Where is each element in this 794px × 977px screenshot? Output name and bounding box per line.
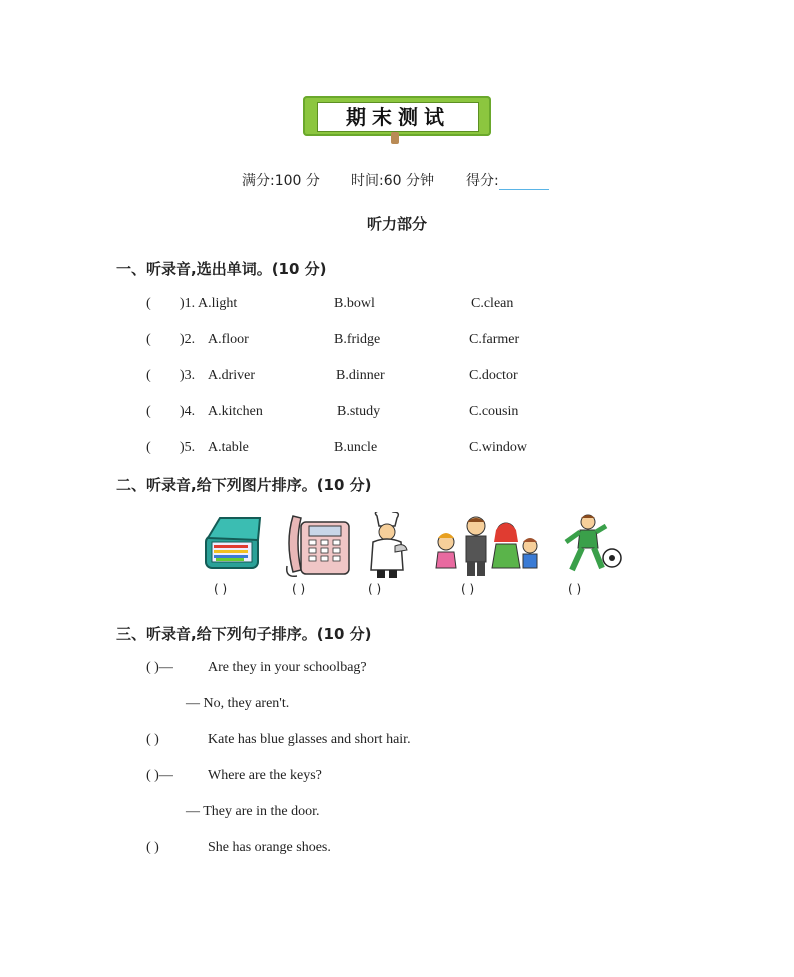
- section1-heading: 一、听录音,选出单词。(10 分): [116, 260, 327, 278]
- section2-heading: 二、听录音,给下列图片排序。(10 分): [116, 476, 372, 494]
- full-score: 满分:100 分: [242, 173, 320, 189]
- sentence-text: Where are the keys?: [208, 768, 322, 783]
- picture-blank[interactable]: ( ): [368, 582, 382, 596]
- sentence-paren[interactable]: ( ): [146, 840, 159, 855]
- score-label: 得分:: [466, 173, 499, 189]
- option-a: A.table: [208, 440, 249, 455]
- section3-heading: 三、听录音,给下列句子排序。(10 分): [116, 625, 372, 643]
- item-number: )3.: [180, 368, 196, 383]
- item-number: )4.: [180, 404, 196, 419]
- chef-picture: [365, 512, 409, 580]
- sentence-paren[interactable]: ( ): [146, 732, 159, 747]
- pencil-case-picture: [202, 512, 264, 576]
- score-field: [466, 170, 549, 190]
- football-player-picture: [556, 512, 624, 578]
- sentence-text: Are they in your schoolbag?: [208, 660, 367, 675]
- option-c: C.window: [469, 440, 527, 455]
- item-paren[interactable]: (: [146, 404, 151, 419]
- option-b: B.study: [337, 404, 381, 419]
- sentence-paren[interactable]: ( )—: [146, 768, 173, 783]
- picture-blank[interactable]: ( ): [292, 582, 306, 596]
- sentence-paren[interactable]: ( )—: [146, 660, 173, 675]
- option-b: B.dinner: [336, 368, 385, 383]
- item-paren[interactable]: (: [146, 440, 151, 455]
- banner-stand-icon: [391, 132, 399, 144]
- option-a: A.driver: [208, 368, 256, 383]
- option-c: C.doctor: [469, 368, 518, 383]
- item-paren[interactable]: (: [146, 368, 151, 383]
- option-b: B.bowl: [334, 296, 375, 311]
- sentence-text: She has orange shoes.: [208, 840, 331, 855]
- option-a: A.light: [198, 296, 238, 311]
- telephone-picture: [283, 512, 353, 580]
- time-limit: 时间:60 分钟: [351, 173, 434, 189]
- sentence-text: — No, they aren't.: [186, 696, 290, 711]
- item-number: )1.: [180, 296, 196, 311]
- option-a: A.floor: [208, 332, 249, 347]
- sentence-text: — They are in the door.: [186, 804, 320, 819]
- item-paren[interactable]: (: [146, 296, 151, 311]
- sentence-text: Kate has blue glasses and short hair.: [208, 732, 411, 747]
- picture-blank[interactable]: ( ): [461, 582, 475, 596]
- score-blank[interactable]: [499, 175, 549, 190]
- banner-board: [317, 102, 479, 132]
- option-c: C.cousin: [469, 404, 519, 419]
- option-c: C.farmer: [469, 332, 520, 347]
- picture-blank[interactable]: ( ): [214, 582, 228, 596]
- option-a: A.kitchen: [208, 404, 263, 419]
- title-banner: [303, 96, 491, 138]
- picture-blank[interactable]: ( ): [568, 582, 582, 596]
- option-b: B.uncle: [334, 440, 378, 455]
- option-b: B.fridge: [334, 332, 381, 347]
- option-c: C.clean: [471, 296, 514, 311]
- item-number: )5.: [180, 440, 196, 455]
- page-title: 期末测试: [346, 105, 450, 129]
- item-number: )2.: [180, 332, 196, 347]
- part-heading: 听力部分: [366, 215, 427, 233]
- item-paren[interactable]: (: [146, 332, 151, 347]
- family-picture: [430, 512, 542, 578]
